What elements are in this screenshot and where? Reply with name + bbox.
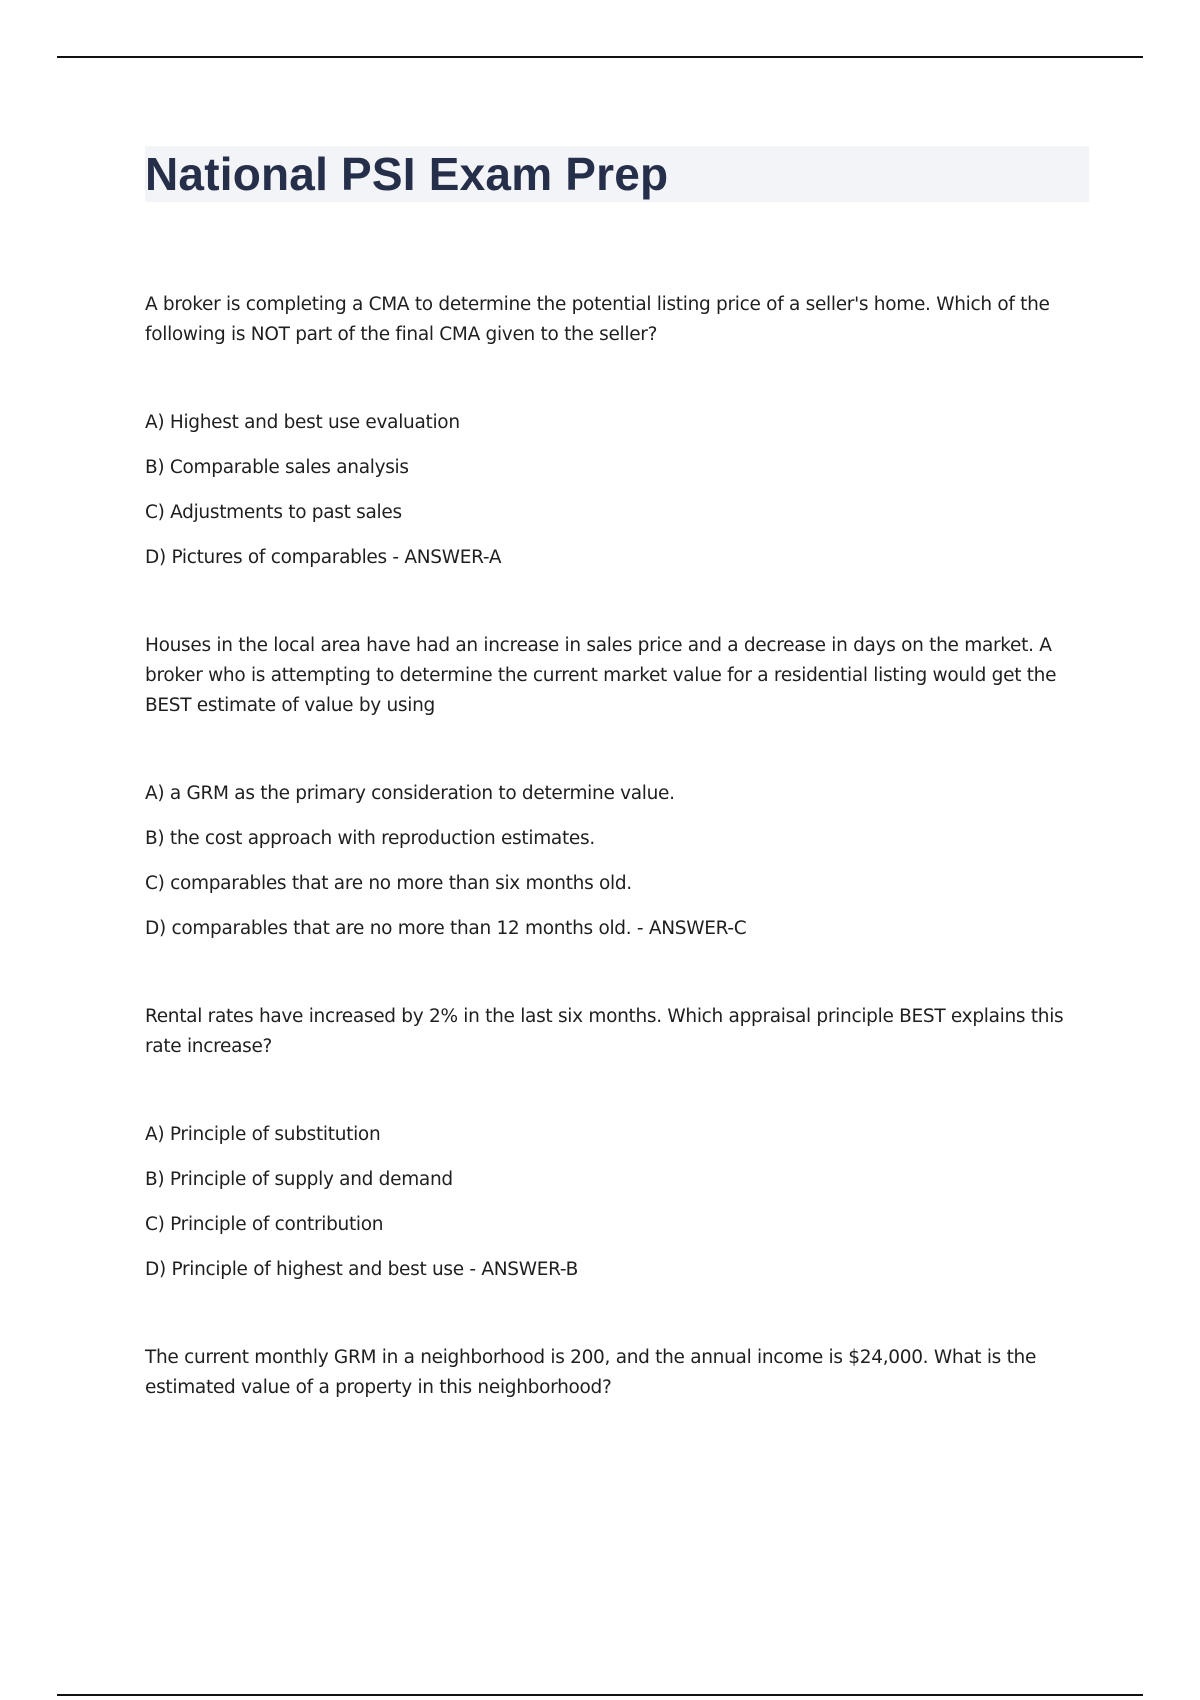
option-d-answer: D) Principle of highest and best use - ANSWER-B: [145, 1259, 578, 1280]
question-text: A broker is completing a CMA to determine the potential listing price of a seller's home. Which of the following is NOT part of the final CMA given to the seller?: [145, 294, 1050, 345]
document-title: National PSI Exam Prep: [145, 148, 669, 200]
question-block-1: [145, 290, 1105, 573]
option-a: A) Principle of substitution: [145, 1124, 381, 1145]
option-b: B) Principle of supply and demand: [145, 1169, 453, 1190]
answer-options: [145, 779, 1105, 944]
bottom-rule: [57, 1694, 1143, 1696]
option-d-answer: D) comparables that are no more than 12 months old. - ANSWER-C: [145, 918, 747, 939]
top-rule: [57, 56, 1143, 58]
option-c: C) comparables that are no more than six months old.: [145, 873, 632, 894]
answer-options: [145, 1120, 1105, 1285]
option-b: B) the cost approach with reproduction estimates.: [145, 828, 595, 849]
question-list: [145, 290, 1105, 1403]
option-a: A) Highest and best use evaluation: [145, 412, 460, 433]
question-text: The current monthly GRM in a neighborhood is 200, and the annual income is $24,000. What is the estimated value of a property in this neighborhood?: [145, 1347, 1037, 1398]
question-block-3: [145, 1002, 1105, 1285]
question-text: Rental rates have increased by 2% in the last six months. Which appraisal principle BEST explains this rate increase?: [145, 1006, 1064, 1057]
answer-options: [145, 408, 1105, 573]
question-text: Houses in the local area have had an increase in sales price and a decrease in days on the market. A broker who is attempting to determine the current market value for a residential listing would get the BEST estimate of value by using: [145, 635, 1057, 716]
option-b: B) Comparable sales analysis: [145, 457, 409, 478]
option-c: C) Principle of contribution: [145, 1214, 384, 1235]
question-block-2: [145, 631, 1105, 944]
option-d-answer: D) Pictures of comparables - ANSWER-A: [145, 547, 502, 568]
option-a: A) a GRM as the primary consideration to determine value.: [145, 783, 675, 804]
option-c: C) Adjustments to past sales: [145, 502, 402, 523]
question-block-4: [145, 1343, 1105, 1403]
